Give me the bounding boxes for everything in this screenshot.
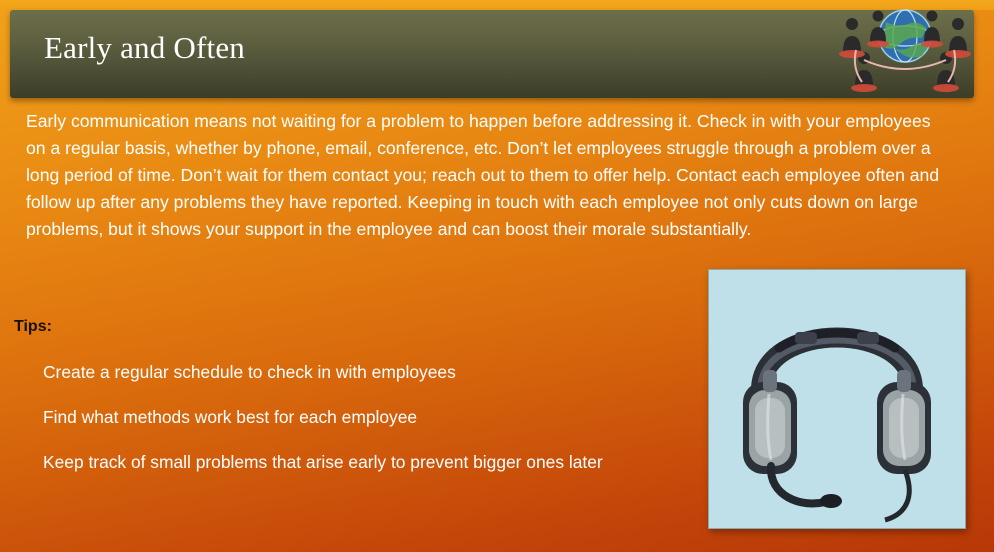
list-item: Keep track of small problems that arise early to prevent bigger ones later <box>43 452 603 472</box>
tips-list <box>43 360 693 495</box>
body-paragraph: Early communication means not waiting for a problem to happen before addressing it. Check in with your employees on a regular basis, whether by phone, email, conference, etc. Don’t let employees struggle through a problem over a long period of time. Don’t wait for them contact you; reach out to them to offer help. Contact each employee often and follow up after any problems they have reported. Keeping in touch with each employee not only cuts down on large problems, but it shows your support in the employee and can boost their morale substantially. <box>26 111 940 239</box>
globe-people-icon <box>830 2 980 94</box>
tips-label: Tips: <box>14 318 52 335</box>
list-item: Find what methods work best for each employee <box>43 407 418 427</box>
list-item: Create a regular schedule to check in with employees <box>43 362 456 382</box>
headset-image <box>708 269 966 529</box>
page-title: Early and Often <box>44 30 245 65</box>
